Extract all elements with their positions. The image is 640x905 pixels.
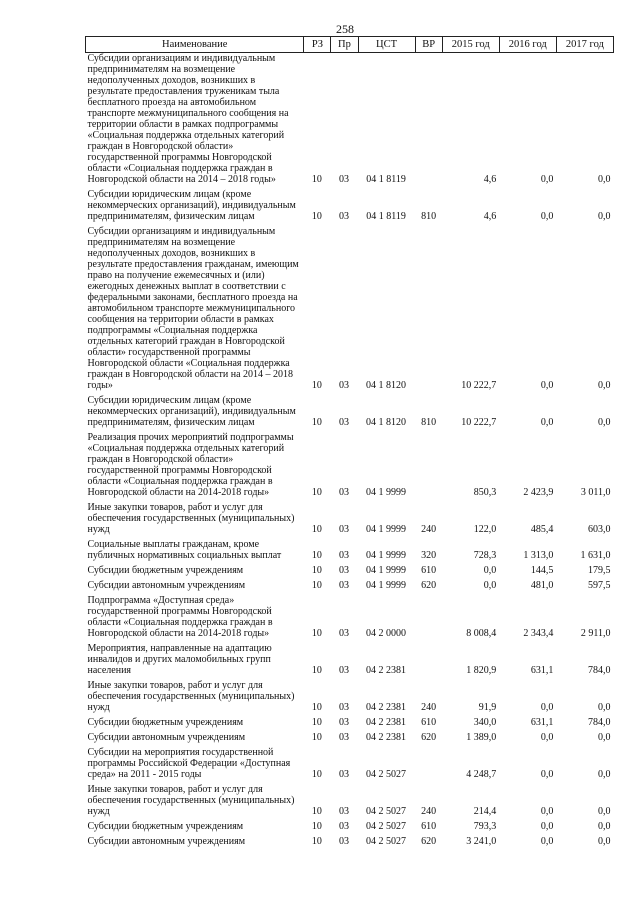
row-value-2015: 4,6 — [483, 211, 497, 222]
row-cst: 04 1 9999 — [366, 565, 407, 576]
table-row — [86, 836, 614, 851]
row-value-2017: 0,0 — [598, 821, 611, 832]
row-vr: 610 — [421, 717, 437, 728]
row-name: Субсидии бюджетным учреждениям — [87, 565, 244, 576]
page-number: 258 — [336, 22, 354, 36]
row-value-2016: 2 343,4 — [523, 628, 554, 639]
table-row — [86, 747, 614, 784]
row-cst: 04 2 5027 — [366, 806, 407, 817]
row-value-2016: 485,4 — [530, 524, 554, 535]
row-value-2016: 0,0 — [540, 836, 554, 847]
row-name: Реализация прочих мероприятий подпрограммы «Социальная поддержка отдельных категорий граждан в Новгородской области» государственной программы Новгородской области «Социальная поддержка граждан в Новгородской области на 2014-2018 годы» — [87, 432, 294, 498]
row-cst: 04 1 9999 — [366, 580, 407, 591]
header-vr: ВР — [415, 37, 442, 53]
row-name: Субсидии автономным учреждениям — [87, 836, 246, 847]
row-cst: 04 2 0000 — [366, 628, 407, 639]
row-rz: 10 — [311, 580, 322, 591]
row-value-2017: 0,0 — [598, 174, 611, 185]
row-name: Социальные выплаты гражданам, кроме публичных нормативных социальных выплат — [87, 539, 282, 561]
table-row — [86, 565, 614, 580]
row-value-2017: 603,0 — [588, 524, 611, 535]
row-cst: 04 2 2381 — [366, 665, 407, 676]
row-value-2017: 3 011,0 — [580, 487, 611, 498]
row-rz: 10 — [311, 174, 322, 185]
row-pr: 03 — [338, 806, 349, 817]
row-value-2017: 0,0 — [598, 211, 611, 222]
row-pr: 03 — [338, 417, 349, 428]
row-rz: 10 — [311, 565, 322, 576]
table-header-row — [86, 37, 614, 53]
row-value-2017: 0,0 — [598, 702, 611, 713]
row-cst: 04 2 2381 — [366, 717, 407, 728]
row-name: Субсидии бюджетным учреждениям — [87, 717, 244, 728]
table-row — [86, 502, 614, 539]
row-vr: 620 — [421, 732, 437, 743]
row-pr: 03 — [338, 487, 349, 498]
row-name: Иные закупки товаров, работ и услуг для обеспечения государственных (муниципальных) нужд — [87, 502, 295, 535]
row-vr: 610 — [421, 821, 437, 832]
row-name: Субсидии юридическим лицам (кроме некоммерческих организаций), индивидуальным предпринимателям, физическим лицам — [87, 189, 296, 222]
row-rz: 10 — [311, 628, 322, 639]
row-pr: 03 — [338, 836, 349, 847]
row-value-2015: 850,3 — [473, 487, 497, 498]
row-vr: 240 — [421, 702, 437, 713]
row-value-2017: 0,0 — [598, 732, 611, 743]
row-value-2017: 784,0 — [588, 665, 611, 676]
row-value-2016: 0,0 — [540, 806, 554, 817]
row-name: Субсидии автономным учреждениям — [87, 580, 246, 591]
row-value-2016: 1 313,0 — [523, 550, 554, 561]
row-value-2016: 144,5 — [530, 565, 554, 576]
row-value-2015: 4 248,7 — [466, 769, 497, 780]
row-pr: 03 — [338, 628, 349, 639]
row-value-2017: 0,0 — [598, 380, 611, 391]
row-pr: 03 — [338, 732, 349, 743]
row-rz: 10 — [311, 821, 322, 832]
table-row — [86, 717, 614, 732]
row-rz: 10 — [311, 717, 322, 728]
row-rz: 10 — [311, 417, 322, 428]
row-name: Субсидии автономным учреждениям — [87, 732, 246, 743]
row-cst: 04 1 8119 — [366, 174, 406, 185]
row-name: Подпрограмма «Доступная среда» государственной программы Новгородской области «Социальная поддержка граждан в Новгородской области на 2014-2018 годы» — [87, 595, 273, 639]
row-rz: 10 — [311, 487, 322, 498]
row-name: Субсидии бюджетным учреждениям — [87, 821, 244, 832]
row-value-2017: 0,0 — [598, 836, 611, 847]
row-value-2016: 631,1 — [530, 717, 554, 728]
row-vr: 620 — [421, 836, 437, 847]
row-vr: 320 — [421, 550, 437, 561]
table-row — [86, 580, 614, 595]
row-pr: 03 — [338, 524, 349, 535]
row-value-2015: 214,4 — [473, 806, 497, 817]
row-cst: 04 1 8120 — [366, 380, 407, 391]
header-name: Наименование — [86, 37, 304, 53]
header-2015: 2015 год — [442, 37, 499, 53]
row-value-2015: 728,3 — [473, 550, 497, 561]
row-rz: 10 — [311, 836, 322, 847]
table-row — [86, 643, 614, 680]
row-value-2017: 1 631,0 — [580, 550, 611, 561]
table-row — [86, 784, 614, 821]
row-value-2015: 122,0 — [473, 524, 497, 535]
table-row — [86, 732, 614, 747]
row-vr — [415, 595, 442, 643]
row-cst: 04 2 5027 — [366, 821, 407, 832]
row-value-2015: 8 008,4 — [466, 628, 497, 639]
row-pr: 03 — [338, 702, 349, 713]
row-rz: 10 — [311, 550, 322, 561]
row-name: Иные закупки товаров, работ и услуг для обеспечения государственных (муниципальных) нужд — [87, 784, 295, 817]
header-pr: Пр — [331, 37, 358, 53]
row-pr: 03 — [338, 665, 349, 676]
row-value-2016: 2 423,9 — [523, 487, 554, 498]
table-row — [86, 432, 614, 502]
row-value-2015: 0,0 — [483, 580, 497, 591]
row-rz: 10 — [311, 769, 322, 780]
row-name: Субсидии на мероприятия государственной программы Российской Федерации «Доступная среда» на 2011 - 2015 годы — [87, 747, 291, 780]
row-value-2015: 91,9 — [478, 702, 497, 713]
row-value-2015: 10 222,7 — [461, 380, 497, 391]
row-pr: 03 — [338, 821, 349, 832]
row-value-2016: 0,0 — [540, 380, 554, 391]
row-vr: 810 — [421, 211, 437, 222]
row-value-2017: 179,5 — [588, 565, 611, 576]
table-row — [86, 226, 614, 395]
header-2016: 2016 год — [499, 37, 556, 53]
row-vr: 620 — [421, 580, 437, 591]
table-row — [86, 595, 614, 643]
row-value-2015: 4,6 — [483, 174, 497, 185]
row-name: Субсидии организациям и индивидуальным предпринимателям на возмещение недополученных доходов, возникших в результате предоставления труженикам тыла бесплатного проезда на автомобильном транспорте межмуниципального сообщения на территории области в рамках подпрограммы «Социальная поддержка отдельных категорий граждан в Новгородской области» государственной программы Новгородской области «Социальная поддержка граждан в Новгородской области на 2014 – 2018 годы» — [87, 53, 289, 185]
row-value-2016: 0,0 — [540, 702, 554, 713]
row-cst: 04 1 8120 — [366, 417, 407, 428]
table-row — [86, 539, 614, 565]
row-cst: 04 2 2381 — [366, 732, 407, 743]
row-cst: 04 2 5027 — [366, 769, 407, 780]
row-vr: 240 — [421, 524, 437, 535]
row-value-2017: 784,0 — [588, 717, 611, 728]
header-rz: РЗ — [304, 37, 331, 53]
row-value-2016: 0,0 — [540, 174, 554, 185]
table-row — [86, 680, 614, 717]
row-cst: 04 1 9999 — [366, 524, 407, 535]
row-value-2015: 3 241,0 — [466, 836, 497, 847]
row-rz: 10 — [311, 665, 322, 676]
row-value-2015: 793,3 — [473, 821, 497, 832]
row-value-2016: 0,0 — [540, 732, 554, 743]
row-value-2016: 0,0 — [540, 417, 554, 428]
row-pr: 03 — [338, 717, 349, 728]
table-row — [86, 821, 614, 836]
row-vr — [415, 432, 442, 502]
table-row — [86, 395, 614, 432]
row-cst: 04 2 5027 — [366, 836, 407, 847]
row-rz: 10 — [311, 211, 322, 222]
row-vr: 240 — [421, 806, 437, 817]
row-pr: 03 — [338, 565, 349, 576]
row-value-2015: 1 389,0 — [466, 732, 497, 743]
header-2017: 2017 год — [556, 37, 613, 53]
row-pr: 03 — [338, 769, 349, 780]
row-pr: 03 — [338, 550, 349, 561]
row-rz: 10 — [311, 524, 322, 535]
row-rz: 10 — [311, 380, 322, 391]
row-value-2015: 1 820,9 — [466, 665, 497, 676]
header-cst: ЦСТ — [358, 37, 415, 53]
row-value-2016: 0,0 — [540, 769, 554, 780]
row-rz: 10 — [311, 732, 322, 743]
row-rz: 10 — [311, 702, 322, 713]
row-vr: 810 — [421, 417, 437, 428]
row-cst: 04 1 9999 — [366, 550, 407, 561]
row-pr: 03 — [338, 380, 349, 391]
row-pr: 03 — [338, 211, 349, 222]
row-value-2016: 481,0 — [530, 580, 554, 591]
row-pr: 03 — [338, 580, 349, 591]
row-vr — [415, 226, 442, 395]
row-value-2015: 10 222,7 — [461, 417, 497, 428]
row-value-2016: 631,1 — [530, 665, 554, 676]
table-row — [86, 189, 614, 226]
row-cst: 04 2 2381 — [366, 702, 407, 713]
row-pr: 03 — [338, 174, 349, 185]
row-vr — [415, 747, 442, 784]
row-name: Субсидии юридическим лицам (кроме некоммерческих организаций), индивидуальным предпринимателям, физическим лицам — [87, 395, 296, 428]
row-name: Субсидии организациям и индивидуальным предпринимателям на возмещение недополученных доходов, возникших в результате предоставления гражданам, имеющим право на получение ежемесячных и (или) ежегодных денежных выплат в соответствии с федеральными законами, бесплатного проезда на автомобильном транспорте межмуниципального сообщения на территории области в рамках подпрограммы «Социальная поддержка отдельных категорий граждан в Новгородской области» государственной программы Новгородской области «Социальная поддержка граждан в Новгородской области на 2014 – 2018 годы» — [87, 226, 299, 391]
row-name: Иные закупки товаров, работ и услуг для обеспечения государственных (муниципальных) нужд — [87, 680, 295, 713]
table-row — [86, 53, 614, 190]
row-value-2017: 0,0 — [598, 417, 611, 428]
row-vr — [415, 643, 442, 680]
row-vr: 610 — [421, 565, 437, 576]
row-value-2017: 0,0 — [598, 769, 611, 780]
row-name: Мероприятия, направленные на адаптацию инвалидов и других маломобильных групп населения — [87, 643, 272, 676]
row-cst: 04 1 9999 — [366, 487, 407, 498]
row-vr — [415, 53, 442, 190]
row-cst: 04 1 8119 — [366, 211, 406, 222]
row-value-2015: 340,0 — [473, 717, 497, 728]
row-value-2017: 597,5 — [588, 580, 611, 591]
row-value-2015: 0,0 — [483, 565, 497, 576]
row-value-2017: 2 911,0 — [580, 628, 611, 639]
budget-table — [85, 36, 614, 851]
row-value-2016: 0,0 — [540, 821, 554, 832]
row-value-2017: 0,0 — [598, 806, 611, 817]
row-value-2016: 0,0 — [540, 211, 554, 222]
row-rz: 10 — [311, 806, 322, 817]
